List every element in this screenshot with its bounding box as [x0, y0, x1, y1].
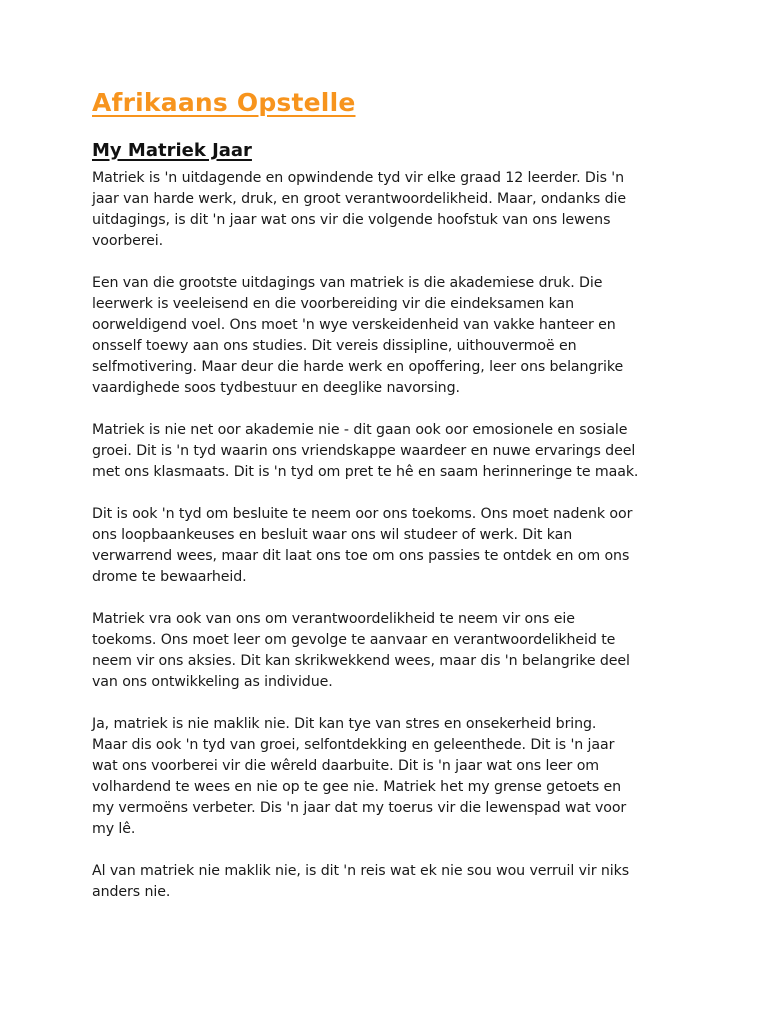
paragraph-3: Matriek is nie net oor akademie nie - dit gaan ook oor emosionele en sosiale groei. Dit is 'n tyd waarin ons vriendskappe waardeer en nuwe ervarings deel met ons klasmaats. Dit is 'n tyd om pret te hê en saam herinneringe te maak.: [92, 422, 639, 480]
essay-heading: My Matriek Jaar: [92, 140, 252, 161]
paragraph-7: Al van matriek nie maklik nie, is dit 'n reis wat ek nie sou wou verruil vir niks anders nie.: [92, 863, 630, 900]
paragraph-1: Matriek is 'n uitdagende en opwindende tyd vir elke graad 12 leerder. Dis 'n jaar van harde werk, druk, en groot verantwoordelikheid. Maar, ondanks die uitdagings, is dit 'n jaar wat ons vir die volgende hoofstuk van ons lewens voorberei.: [92, 170, 626, 249]
paragraph-2: Een van die grootste uitdagings van matriek is die akademiese druk. Die leerwerk is veeleisend en die voorbereiding vir die eindeksamen kan oorweldigend voel. Ons moet 'n wye verskeidenheid van vakke hanteer en onsself toewy aan ons studies. Dit vereis dissipline, uithouvermoë en selfmotivering. Maar deur die harde werk en opoffering, leer ons belangrike vaardighede soos tydbestuur en deeglike navorsing.: [92, 275, 624, 396]
document-page: [92, 86, 682, 924]
paragraph-5: Matriek vra ook van ons om verantwoordelikheid te neem vir ons eie toekoms. Ons moet leer om gevolge te aanvaar en verantwoordelikheid te neem vir ons aksies. Dit kan skrikwekkend wees, maar dis 'n belangrike deel van ons ontwikkeling as individue.: [92, 611, 630, 690]
paragraph-6: Ja, matriek is nie maklik nie. Dit kan tye van stres en onsekerheid bring. Maar dis ook 'n tyd van groei, selfontdekking en geleenthede. Dit is 'n jaar wat ons voorberei vir die wêreld daarbuite. Dit is 'n jaar wat ons leer om volhardend te wees en nie op te gee nie. Matriek het my grense getoets en my vermoëns verbeter. Dis 'n jaar dat my toerus vir die lewenspad wat voor my lê.: [92, 716, 627, 837]
document-title: Afrikaans Opstelle: [92, 88, 356, 117]
essay-body: [92, 168, 682, 903]
paragraph-4: Dit is ook 'n tyd om besluite te neem oor ons toekoms. Ons moet nadenk oor ons loopbaankeuses en besluit waar ons wil studeer of werk. Dit kan verwarrend wees, maar dit laat ons toe om ons passies te ontdek en om ons drome te bewaarheid.: [92, 506, 633, 585]
